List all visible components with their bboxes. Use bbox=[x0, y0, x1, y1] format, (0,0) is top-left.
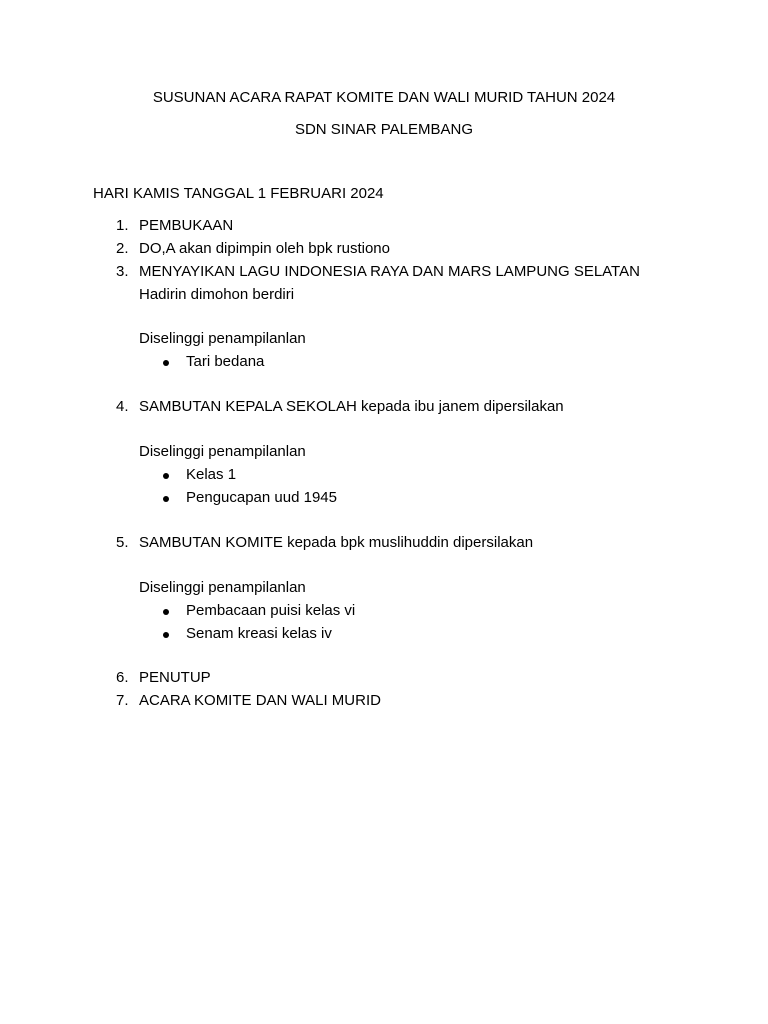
bullet-icon bbox=[163, 473, 169, 479]
item-number: 6. bbox=[116, 669, 129, 686]
item-text: MENYAYIKAN LAGU INDONESIA RAYA DAN MARS LAMPUNG SELATAN bbox=[139, 263, 640, 280]
bullet-icon bbox=[163, 609, 169, 615]
item-interlude: Diselinggi penampilanlan bbox=[139, 443, 306, 460]
item-number: 2. bbox=[116, 240, 129, 257]
school-name: SDN SINAR PALEMBANG bbox=[294, 121, 474, 138]
item-interlude: Diselinggi penampilanlan bbox=[139, 330, 306, 347]
document-title: SUSUNAN ACARA RAPAT KOMITE DAN WALI MURID TAHUN 2024 bbox=[152, 89, 616, 106]
item-text: PENUTUP bbox=[139, 669, 211, 686]
item-text: DO,A akan dipimpin oleh bpk rustiono bbox=[139, 240, 390, 257]
bullet-text: Senam kreasi kelas iv bbox=[186, 625, 332, 642]
bullet-icon bbox=[163, 632, 169, 638]
item-number: 4. bbox=[116, 398, 129, 415]
bullet-icon bbox=[163, 360, 169, 366]
item-note: Hadirin dimohon berdiri bbox=[139, 286, 295, 303]
item-text: PEMBUKAAN bbox=[139, 217, 234, 234]
bullet-icon bbox=[163, 496, 169, 502]
item-number: 5. bbox=[116, 534, 129, 551]
bullet-text: Pembacaan puisi kelas vi bbox=[186, 602, 356, 619]
item-text: ACARA KOMITE DAN WALI MURID bbox=[139, 692, 381, 709]
item-number: 3. bbox=[116, 263, 129, 280]
date-line: HARI KAMIS TANGGAL 1 FEBRUARI 2024 bbox=[93, 185, 384, 202]
bullet-text: Pengucapan uud 1945 bbox=[186, 489, 337, 506]
bullet-text: Tari bedana bbox=[186, 353, 265, 370]
bullet-text: Kelas 1 bbox=[186, 466, 237, 483]
item-number: 7. bbox=[116, 692, 129, 709]
item-text: SAMBUTAN KOMITE kepada bpk muslihuddin dipersilakan bbox=[139, 534, 534, 551]
item-number: 1. bbox=[116, 217, 129, 234]
item-interlude: Diselinggi penampilanlan bbox=[139, 579, 306, 596]
item-text: SAMBUTAN KEPALA SEKOLAH kepada ibu janem dipersilakan bbox=[139, 398, 564, 415]
